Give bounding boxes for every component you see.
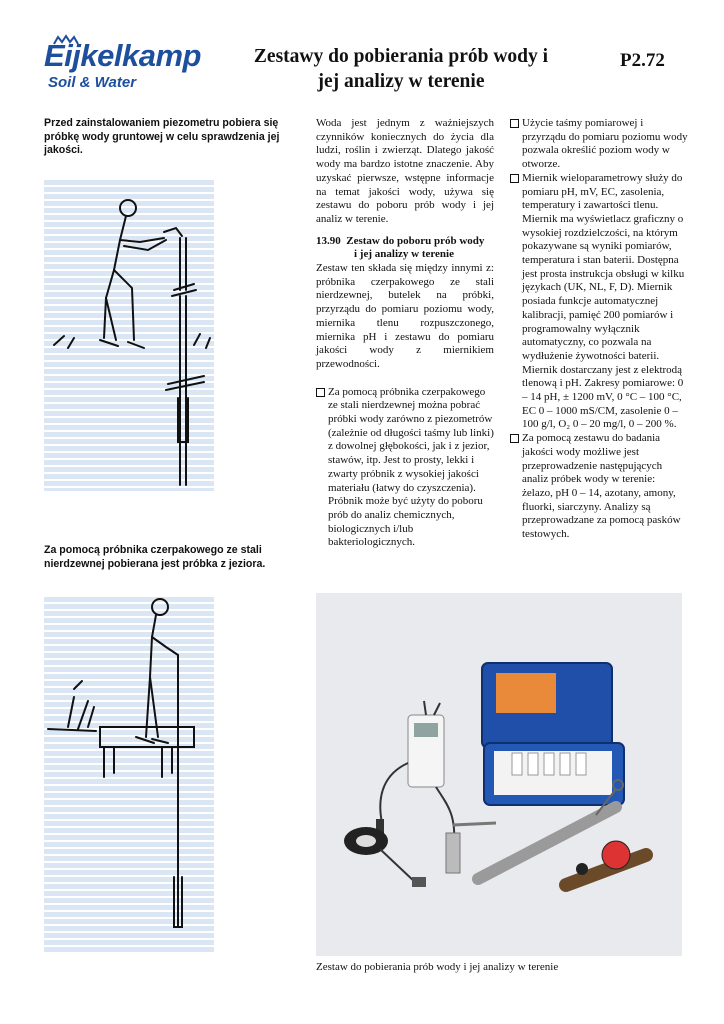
section-number: 13.90 (316, 234, 341, 247)
right-column (510, 117, 688, 542)
section-body: Zestaw ten składa się między innymi z: próbnika czerpakowego ze stali nierdzewnej, butelek na próbki, przyrządu do pomiaru poziomu wody, miernika tlenu rozpuszczonego, miernika pH i zestawu do pomiaru jakości wody z miernikiem przewodności. (316, 262, 494, 370)
bullet-meter (510, 172, 688, 432)
sketch-lake-sampling (44, 597, 214, 952)
bullet-tape-text: Użycie taśmy pomiarowej i przyrządu do pomiaru poziomu wody pozwala określić poziom wody w otworze. (522, 117, 688, 171)
bullet-sampler-text: Za pomocą próbnika czerpakowego ze stali nierdzewnej można pobrać próbki wody zarówno z piezometrów (zależnie od długości taśmy lub linki) z dowolnej głębokości, jak i z jezior, stawów, itp. Jest to prosty, lekki i zwarty próbnik z wysokiej jakości materiału (łatwy do czyszczenia). Próbnik może być użyty do poboru prób do analiz chemicznych, biologicznych i/lub bakteriologicznych. (328, 385, 494, 549)
bullet-test-kit (510, 432, 688, 542)
product-photo (316, 593, 682, 956)
checkbox-bullet-icon (510, 434, 519, 443)
photo-caption: Zestaw do pobierania prób wody i jej analizy w terenie (316, 961, 559, 973)
left-caption-1: Przed zainstalowaniem piezometru pobiera się próbkę wody gruntowej w celu sprawdzenia jej jakości. (44, 117, 280, 156)
checkbox-bullet-icon (510, 119, 519, 128)
logo-brand: Eijkelkamp (44, 38, 201, 73)
logo-tagline: Soil & Water (48, 74, 137, 91)
sketch-piezometer (44, 180, 214, 491)
left-caption-2: Za pomocą próbnika czerpakowego ze stali nierdzewnej pobierana jest próbka z jeziora. (44, 544, 266, 570)
section-heading-line-1: Zestaw do poboru prób wody (346, 234, 485, 247)
bullet-meter-text: Miernik wieloparametrowy służy do pomiaru pH, mV, EC, zasolenia, temperatury i zawartości tlenu. Miernik ma wyświetlacz graficzny o wysokiej rozdzielczości, na którym pokazywane są wyniki pomiarów, temperatura i stan baterii. Dostępna jest prosta instrukcja obsługi w kilku językach (UK, NL, F, D). Miernik posiada funkcje automatycznej kalibracji, pamięć 200 pomiarów i programowalny wyłącznik automatyczny, co pozwala na wydłużenie żywotności baterii. Miernik dostarczany jest z elektrodą tlenową i pH. Zakresy pomiarowe: 0 – 14 pH, ± 1200 mV, 0 °C – 100 °C, EC 0 – 1000 mS/CM, zasolenie 0 – 100 g/l, O₂ 0 – 20 mg/l, 0 – 200 %. (522, 171, 685, 431)
company-logo (44, 34, 224, 98)
checkbox-bullet-icon (316, 388, 325, 397)
checkbox-bullet-icon (510, 174, 519, 183)
bullet-sampler (316, 386, 494, 550)
page-title (236, 44, 566, 94)
section-heading (316, 235, 494, 262)
sketch-man-lake-illustration (44, 597, 214, 952)
sketch-man-piezometer-illustration (44, 180, 214, 491)
intro-paragraph: Woda jest jednym z ważniejszych czynników koniecznych do życia dla ludzi, roślin i zwierząt. Dlatego jakość wody ma bardzo istotne znaczenie. Aby uzyskać pierwsze, wstępne informacje na temat jakości wody, używa się zestawu do poboru prób wody i jej analiz w terenie. (316, 117, 494, 225)
title-line-1: Zestawy do pobierania prób wody i (253, 46, 549, 67)
middle-column (316, 117, 494, 550)
equipment-photo-illustration (316, 593, 682, 956)
bullet-tape (510, 117, 688, 172)
title-line-2: jej analizy w terenie (317, 71, 485, 92)
bullet-test-kit-text: Za pomocą zestawu do badania jakości wody możliwe jest przeprowadzenie następujących analiz próbek wody w terenie: żelazo, pH 0 – 14, azotany, amony, fluorki, siarczyny. Analizy są przeprowadzane za pomocą pasków testowych. (522, 432, 681, 541)
page-code: P2.72 (620, 50, 665, 71)
section-heading-line-2: i jej analizy w terenie (354, 248, 454, 261)
